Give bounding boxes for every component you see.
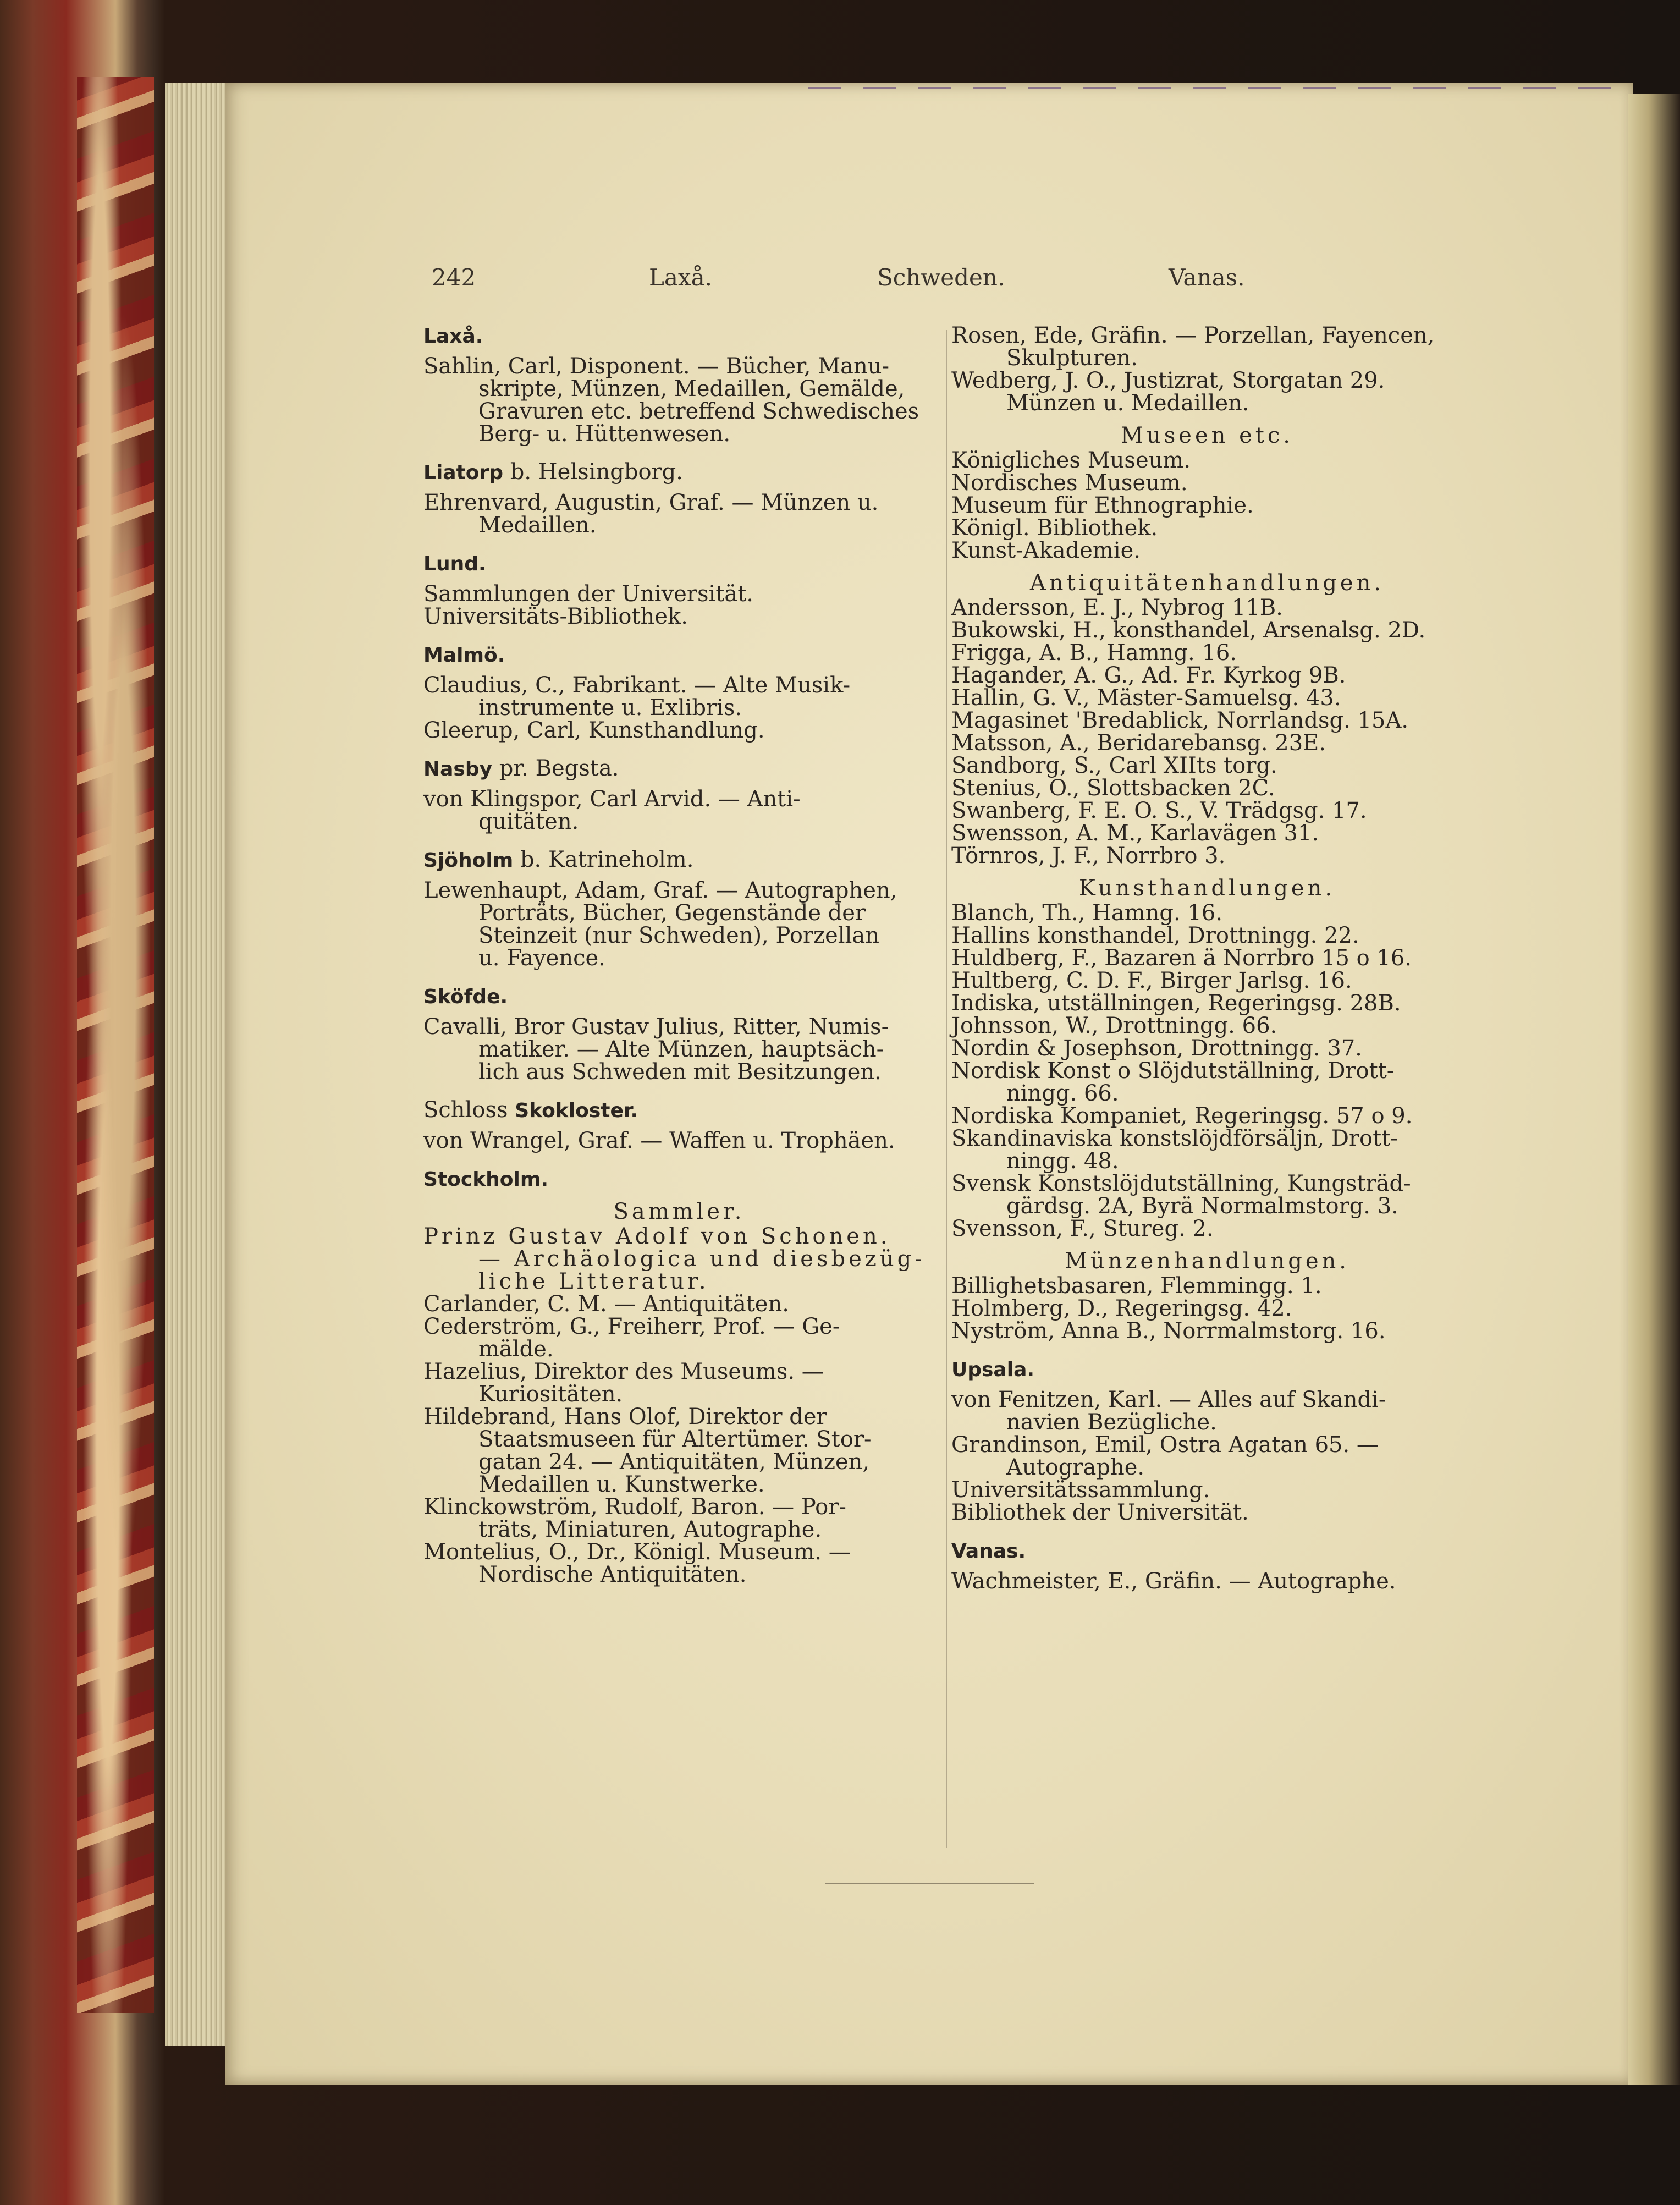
entry-line: u. Fayence. xyxy=(478,945,605,971)
entry-line: Matsson, A., Beridarebansg. 23E. xyxy=(951,730,1326,756)
entry-line: Huldberg, F., Bazaren ä Norrbro 15 o 16. xyxy=(951,945,1412,971)
entry-line: Claudius, C., Fabrikant. — Alte Musik- xyxy=(423,673,851,698)
header-right: Vanas. xyxy=(1169,264,1245,291)
entry-line: Cavalli, Bror Gustav Julius, Ritter, Numis- xyxy=(423,1014,889,1040)
entry-line: Indiska, utställningen, Regeringsg. 28B. xyxy=(951,991,1401,1016)
heading-text: Sjöholm xyxy=(423,849,514,872)
entry-line: Montelius, O., Dr., Königl. Museum. — xyxy=(423,1539,851,1565)
entry-line: Johnsson, W., Drottningg. 66. xyxy=(951,1013,1277,1038)
location-heading xyxy=(423,985,935,1008)
entry-line: Autographe. xyxy=(1006,1455,1145,1480)
entry-line: matiker. — Alte Münzen, hauptsäch- xyxy=(478,1037,884,1062)
entry-line: Medaillen u. Kunstwerke. xyxy=(478,1472,765,1497)
entry-line: Hallin, G. V., Mäster-Samuelsg. 43. xyxy=(951,685,1341,711)
entry-line: Blanch, Th., Hamng. 16. xyxy=(951,900,1223,926)
heading-suffix: b. Katrineholm. xyxy=(513,847,694,872)
entry-line: Svensk Konstslöjdutställning, Kungsträd- xyxy=(951,1171,1411,1196)
entry-line: Nordisches Museum. xyxy=(951,470,1188,496)
entry-line: Törnros, J. F., Norrbro 3. xyxy=(951,843,1226,868)
entry-line: navien Bezügliche. xyxy=(1006,1410,1217,1435)
entry-line: Carlander, C. M. — Antiquitäten. xyxy=(423,1291,789,1317)
header-center: Schweden. xyxy=(877,264,1005,291)
entry-line: Gravuren etc. betreffend Schwedisches xyxy=(478,399,919,424)
entry-line: Frigga, A. B., Hamng. 16. xyxy=(951,640,1237,666)
entry-line: — Archäologica und diesbezüg- xyxy=(478,1246,926,1272)
entry-line: von Wrangel, Graf. — Waffen u. Trophäen. xyxy=(423,1128,895,1153)
entry-line: Gleerup, Carl, Kunsthandlung. xyxy=(423,718,765,743)
entry-line: gärdsg. 2A, Byrä Normalmstorg. 3. xyxy=(1006,1194,1398,1219)
entry-line: Cederström, G., Freiherr, Prof. — Ge- xyxy=(423,1314,840,1339)
entry-line: Andersson, E. J., Nybrog 11B. xyxy=(951,595,1283,620)
location-heading xyxy=(423,552,935,575)
footer-rule xyxy=(825,1883,1034,1884)
entry-line: Swensson, A. M., Karlavägen 31. xyxy=(951,821,1319,846)
entry-line: gatan 24. — Antiquitäten, Münzen, xyxy=(478,1449,870,1475)
heading-text: Skokloster. xyxy=(515,1099,638,1122)
entry-line: Wachmeister, E., Gräfin. — Autographe. xyxy=(951,1569,1396,1594)
location-heading xyxy=(423,325,935,348)
entry-line: Billighetsbasaren, Flemmingg. 1. xyxy=(951,1273,1322,1299)
heading-suffix: b. Helsingborg. xyxy=(503,459,683,485)
entry-line: Nordiska Kompaniet, Regeringsg. 57 o 9. xyxy=(951,1103,1413,1129)
entry-line: Königliches Museum. xyxy=(951,448,1191,473)
entry-line: Prinz Gustav Adolf von Schonen. xyxy=(423,1224,891,1249)
location-heading xyxy=(951,1539,1463,1563)
page-number: 242 xyxy=(432,264,476,291)
entry-line: quitäten. xyxy=(478,809,579,834)
entry-line: Nordische Antiquitäten. xyxy=(478,1562,747,1587)
entry-line: Bukowski, H., konsthandel, Arsenalsg. 2D. xyxy=(951,618,1426,643)
left-column xyxy=(423,325,935,1586)
entry-line: Nyström, Anna B., Norrmalmstorg. 16. xyxy=(951,1318,1386,1344)
section-subheading: Museen etc. xyxy=(1121,423,1293,448)
location-heading xyxy=(423,1099,935,1122)
entry-line: Steinzeit (nur Schweden), Porzellan xyxy=(478,923,879,948)
heading-suffix: pr. Begsta. xyxy=(492,756,619,781)
entry-line: Münzen u. Medaillen. xyxy=(1006,391,1249,416)
section-subheading: Sammler. xyxy=(613,1199,745,1224)
marbled-edge xyxy=(77,77,154,2013)
entry-line: Klinckowström, Rudolf, Baron. — Por- xyxy=(423,1494,846,1520)
entry-line: Sahlin, Carl, Disponent. — Bücher, Manu- xyxy=(423,354,890,379)
entry-line: Swanberg, F. E. O. S., V. Trädgsg. 17. xyxy=(951,798,1367,823)
location-heading xyxy=(423,644,935,667)
entry-line: Hildebrand, Hans Olof, Direktor der xyxy=(423,1404,827,1429)
entry-line: Magasinet 'Bredablick, Norrlandsg. 15A. xyxy=(951,708,1409,733)
entry-line: Sammlungen der Universität. xyxy=(423,581,753,607)
entry-line: Rosen, Ede, Gräfin. — Porzellan, Fayencen, xyxy=(951,323,1435,348)
location-heading xyxy=(423,461,935,484)
entry-line: Berg- u. Hüttenwesen. xyxy=(478,421,731,447)
entry-line: Wedberg, J. O., Justizrat, Storgatan 29. xyxy=(951,368,1385,393)
entry-line: Grandinson, Emil, Ostra Agatan 65. — xyxy=(951,1432,1379,1458)
entry-line: Lewenhaupt, Adam, Graf. — Autographen, xyxy=(423,878,897,903)
entry-line: Kunst-Akademie. xyxy=(951,538,1141,563)
page-stack-edge xyxy=(165,83,231,2046)
entry-line: Skandinaviska konstslöjdförsäljn, Drott- xyxy=(951,1126,1398,1151)
entry-line: Skulpturen. xyxy=(1006,345,1138,371)
section-subheading: Antiquitätenhandlungen. xyxy=(1029,570,1385,596)
entry-line: Hultberg, C. D. F., Birger Jarlsg. 16. xyxy=(951,968,1352,993)
entry-line: Bibliothek der Universität. xyxy=(951,1500,1249,1525)
entry-line: von Fenitzen, Karl. — Alles auf Skandi- xyxy=(951,1387,1386,1412)
location-heading xyxy=(423,849,935,872)
entry-line: Nordisk Konst o Slöjdutställning, Drott- xyxy=(951,1058,1395,1084)
entry-line: von Klingspor, Carl Arvid. — Anti- xyxy=(423,787,801,812)
heading-text: Vanas. xyxy=(951,1540,1026,1563)
entry-line: Stenius, O., Slottsbacken 2C. xyxy=(951,776,1275,801)
entry-line: Svensson, F., Stureg. 2. xyxy=(951,1216,1214,1241)
heading-text: Malmö. xyxy=(423,644,505,667)
location-heading xyxy=(423,1168,935,1191)
entry-line: lich aus Schweden mit Besitzungen. xyxy=(478,1059,882,1085)
entry-line: träts, Miniaturen, Autographe. xyxy=(478,1517,822,1542)
entry-line: Hazelius, Direktor des Museums. — xyxy=(423,1359,824,1384)
section-subheading: Münzenhandlungen. xyxy=(1064,1249,1350,1274)
entry-line: liche Litteratur. xyxy=(478,1269,709,1294)
entry-line: Königl. Bibliothek. xyxy=(951,515,1158,541)
heading-text: Lund. xyxy=(423,553,486,575)
column-divider xyxy=(946,330,947,1848)
entry-line: Universitäts-Bibliothek. xyxy=(423,604,688,629)
location-heading xyxy=(951,1358,1463,1381)
heading-text: Laxå. xyxy=(423,325,483,348)
entry-line: Hallins konsthandel, Drottningg. 22. xyxy=(951,923,1359,948)
entry-line: instrumente u. Exlibris. xyxy=(478,695,742,721)
entry-line: mälde. xyxy=(478,1337,554,1362)
location-heading xyxy=(423,757,935,780)
section-subheading: Kunsthandlungen. xyxy=(1078,876,1336,901)
heading-text: Stockholm. xyxy=(423,1168,549,1191)
heading-prefix: Schloss xyxy=(423,1097,515,1123)
entry-line: Hagander, A. G., Ad. Fr. Kyrkog 9B. xyxy=(951,663,1346,688)
entry-line: Museum für Ethnographie. xyxy=(951,493,1254,518)
heading-text: Sköfde. xyxy=(423,986,508,1008)
right-column xyxy=(951,325,1463,1593)
entry-line: Sandborg, S., Carl XIIts torg. xyxy=(951,753,1277,778)
entry-line: Nordin & Josephson, Drottningg. 37. xyxy=(951,1036,1362,1061)
entry-line: ningg. 66. xyxy=(1006,1081,1119,1106)
entry-line: Universitätssammlung. xyxy=(951,1477,1210,1503)
entry-line: Medaillen. xyxy=(478,513,597,538)
entry-line: Kuriositäten. xyxy=(478,1382,623,1407)
top-binding-line xyxy=(808,87,1633,89)
entry-line: skripte, Münzen, Medaillen, Gemälde, xyxy=(478,376,905,402)
entry-line: Porträts, Bücher, Gegenstände der xyxy=(478,900,866,926)
heading-text: Nasby xyxy=(423,758,493,780)
header-left: Laxå. xyxy=(649,264,713,291)
entry-line: ningg. 48. xyxy=(1006,1148,1119,1174)
right-page-edge xyxy=(1628,94,1680,2085)
entry-line: Ehrenvard, Augustin, Graf. — Münzen u. xyxy=(423,490,879,515)
entry-line: Holmberg, D., Regeringsg. 42. xyxy=(951,1296,1292,1321)
heading-text: Liatorp xyxy=(423,461,504,484)
heading-text: Upsala. xyxy=(951,1359,1035,1381)
entry-line: Staatsmuseen für Altertümer. Stor- xyxy=(478,1427,872,1452)
